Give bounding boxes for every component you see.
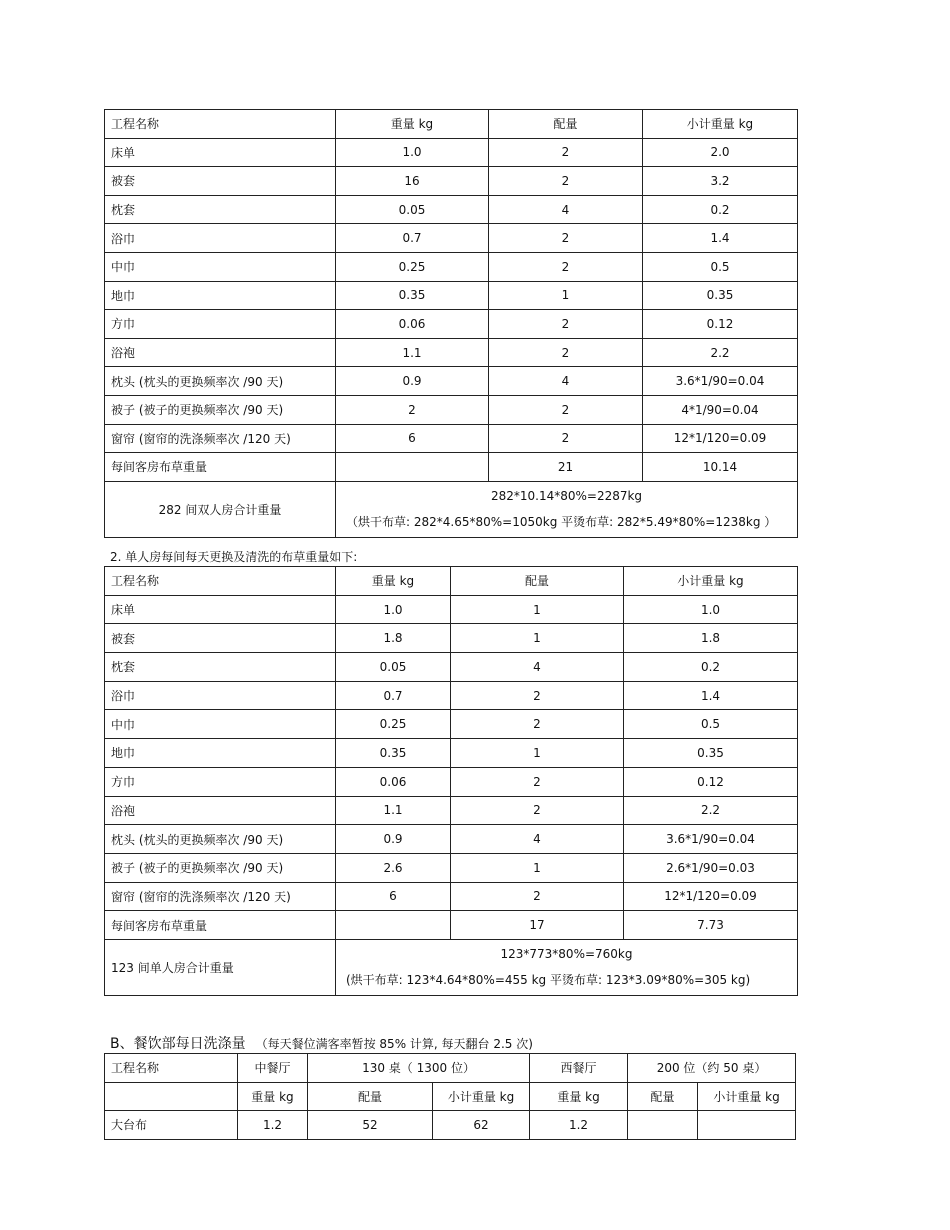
table-cell: 0.2	[643, 195, 798, 224]
header-cell: 重量 kg	[336, 567, 451, 596]
table-subheader-row	[105, 1082, 796, 1111]
table-cell: 浴袍	[105, 338, 336, 367]
section-b-title: B、餐饮部每日洗涤量	[110, 1036, 246, 1052]
table-cell: 被子 (被子的更换频率次 /90 天)	[105, 395, 336, 424]
table-cell: 7.73	[624, 911, 798, 940]
table-row	[105, 767, 798, 796]
table-cell: 1.0	[336, 595, 451, 624]
table-cell: 窗帘 (窗帘的洗涤频率次 /120 天)	[105, 424, 336, 453]
table-cell: 12*1/120=0.09	[643, 424, 798, 453]
table-cell: 10.14	[643, 453, 798, 482]
table-cell: 1.2	[530, 1111, 628, 1140]
table-cell: 浴巾	[105, 224, 336, 253]
header-cell: 小计重量 kg	[643, 110, 798, 139]
table-cell: 1.0	[624, 595, 798, 624]
header-cell: 重量 kg	[530, 1082, 628, 1111]
table-cell: 被套	[105, 624, 336, 653]
table-cell: 0.35	[336, 739, 451, 768]
table-cell: 0.35	[336, 281, 489, 310]
table-row	[105, 739, 798, 768]
table-cell: 2.2	[624, 796, 798, 825]
total-formula: 282*10.14*80%=2287kg	[490, 489, 643, 504]
table-cell: 枕套	[105, 653, 336, 682]
table-cell: 62	[433, 1111, 530, 1140]
header-cell: 配量	[451, 567, 624, 596]
header-cell: 西餐厅	[530, 1054, 628, 1083]
table-header-row	[105, 1054, 796, 1083]
table-cell: 1.8	[624, 624, 798, 653]
table-cell: 2	[489, 252, 643, 281]
table-cell: 2	[451, 796, 624, 825]
table-cell: 1	[451, 624, 624, 653]
table-row	[105, 653, 798, 682]
table-cell: 2	[489, 224, 643, 253]
table-cell: 0.35	[624, 739, 798, 768]
table-cell: 0.12	[624, 767, 798, 796]
total-breakdown: (烘干布草: 123*4.64*80%=455 kg 平烫布草: 123*3.09*80%=305 kg)	[346, 973, 751, 988]
table-row	[105, 595, 798, 624]
table-row	[105, 882, 798, 911]
table-row	[105, 281, 798, 310]
header-cell: 小计重量 kg	[433, 1082, 530, 1111]
table-cell: 2	[489, 138, 643, 167]
table-cell: 中巾	[105, 710, 336, 739]
table-cell: 4	[489, 195, 643, 224]
table-cell: 4*1/90=0.04	[643, 395, 798, 424]
table-cell: 0.7	[336, 224, 489, 253]
table-cell: 被套	[105, 167, 336, 196]
table-cell: 2.0	[643, 138, 798, 167]
table-cell: 0.06	[336, 310, 489, 339]
section-b-subtitle: （每天餐位满客率暂按 85% 计算, 每天翻台 2.5 次)	[255, 1037, 533, 1051]
table-cell: 被子 (被子的更换频率次 /90 天)	[105, 853, 336, 882]
table-cell: 6	[336, 882, 451, 911]
table-cell: 2	[451, 710, 624, 739]
total-breakdown: （烘干布草: 282*4.65*80%=1050kg 平烫布草: 282*5.49*80%=1238kg ）	[346, 515, 777, 530]
table-cell: 4	[489, 367, 643, 396]
table-cell: 2	[451, 681, 624, 710]
total-row	[105, 481, 798, 537]
table-cell: 2	[489, 424, 643, 453]
table-cell: 床单	[105, 595, 336, 624]
table-cell: 0.7	[336, 681, 451, 710]
table-cell: 大台布	[105, 1111, 238, 1140]
table-cell: 枕套	[105, 195, 336, 224]
table-row	[105, 681, 798, 710]
table-cell: 0.5	[624, 710, 798, 739]
table-cell: 1.2	[238, 1111, 308, 1140]
header-cell: 工程名称	[105, 110, 336, 139]
header-cell: 配量	[489, 110, 643, 139]
table-cell: 0.2	[624, 653, 798, 682]
table-row	[105, 1111, 796, 1140]
table-cell: 2	[489, 310, 643, 339]
table-row	[105, 911, 798, 940]
double-room-linen-table	[104, 109, 798, 538]
table-cell: 17	[451, 911, 624, 940]
table-cell: 0.35	[643, 281, 798, 310]
table-cell: 2.6*1/90=0.03	[624, 853, 798, 882]
table-cell: 0.12	[643, 310, 798, 339]
table-row	[105, 367, 798, 396]
table-row	[105, 224, 798, 253]
table-cell: 1	[451, 853, 624, 882]
table-cell: 1.1	[336, 338, 489, 367]
table-row	[105, 424, 798, 453]
table-cell: 0.25	[336, 710, 451, 739]
table-cell: 2	[489, 167, 643, 196]
table-cell: 1.0	[336, 138, 489, 167]
header-cell: 重量 kg	[238, 1082, 308, 1111]
table-cell: 3.2	[643, 167, 798, 196]
table-cell: 2	[489, 395, 643, 424]
table-cell: 枕头 (枕头的更换频率次 /90 天)	[105, 825, 336, 854]
table-row	[105, 853, 798, 882]
table-cell: 2	[489, 338, 643, 367]
header-cell: 配量	[308, 1082, 433, 1111]
table-cell: 16	[336, 167, 489, 196]
table-cell: 2.2	[643, 338, 798, 367]
table-cell: 0.06	[336, 767, 451, 796]
table-cell: 2.6	[336, 853, 451, 882]
header-cell: 小计重量 kg	[624, 567, 798, 596]
header-cell	[105, 1082, 238, 1111]
header-cell: 配量	[628, 1082, 698, 1111]
single-room-heading: 2. 单人房每间每天更换及清洗的布草重量如下:	[110, 550, 358, 564]
table-cell: 每间客房布草重量	[105, 453, 336, 482]
table-cell: 中巾	[105, 252, 336, 281]
table-header-row	[105, 567, 798, 596]
table-row	[105, 338, 798, 367]
total-formula-cell	[336, 481, 798, 537]
total-label: 123 间单人房合计重量	[105, 939, 336, 995]
table-row	[105, 252, 798, 281]
table-cell: 52	[308, 1111, 433, 1140]
table-cell: 浴袍	[105, 796, 336, 825]
table-cell: 方巾	[105, 767, 336, 796]
header-cell: 200 位（约 50 桌）	[628, 1054, 796, 1083]
table-cell: 4	[451, 653, 624, 682]
header-cell: 小计重量 kg	[698, 1082, 796, 1111]
table-row	[105, 624, 798, 653]
table-header-row	[105, 110, 798, 139]
table-cell: 床单	[105, 138, 336, 167]
table-cell	[628, 1111, 698, 1140]
header-cell: 130 桌（ 1300 位）	[308, 1054, 530, 1083]
table-row	[105, 138, 798, 167]
total-formula: 123*773*80%=760kg	[500, 947, 633, 962]
header-cell: 工程名称	[105, 1054, 238, 1083]
header-cell: 重量 kg	[336, 110, 489, 139]
total-row	[105, 939, 798, 995]
table-row	[105, 310, 798, 339]
table-cell: 枕头 (枕头的更换频率次 /90 天)	[105, 367, 336, 396]
table-cell: 方巾	[105, 310, 336, 339]
total-label: 282 间双人房合计重量	[105, 481, 336, 537]
table-cell: 每间客房布草重量	[105, 911, 336, 940]
table-cell: 0.9	[336, 825, 451, 854]
table-cell: 3.6*1/90=0.04	[643, 367, 798, 396]
table-row	[105, 395, 798, 424]
table-cell: 1	[451, 739, 624, 768]
table-cell	[336, 911, 451, 940]
table-cell: 窗帘 (窗帘的洗涤频率次 /120 天)	[105, 882, 336, 911]
table-row	[105, 195, 798, 224]
table-cell: 浴巾	[105, 681, 336, 710]
table-cell: 4	[451, 825, 624, 854]
table-row	[105, 796, 798, 825]
header-cell: 中餐厅	[238, 1054, 308, 1083]
table-row	[105, 710, 798, 739]
table-cell	[336, 453, 489, 482]
table-cell: 1.4	[624, 681, 798, 710]
table-row	[105, 167, 798, 196]
table-cell: 12*1/120=0.09	[624, 882, 798, 911]
table-row	[105, 825, 798, 854]
table-cell: 0.05	[336, 653, 451, 682]
table-cell: 地巾	[105, 281, 336, 310]
table-cell: 1	[451, 595, 624, 624]
table-cell: 3.6*1/90=0.04	[624, 825, 798, 854]
section-b-heading	[110, 1033, 533, 1053]
table-cell: 21	[489, 453, 643, 482]
table-cell	[698, 1111, 796, 1140]
table-cell: 6	[336, 424, 489, 453]
table-cell: 0.5	[643, 252, 798, 281]
table-cell: 2	[336, 395, 489, 424]
table-cell: 1.1	[336, 796, 451, 825]
table-cell: 1.8	[336, 624, 451, 653]
table-cell: 0.25	[336, 252, 489, 281]
table-cell: 2	[451, 767, 624, 796]
table-row	[105, 453, 798, 482]
header-cell: 工程名称	[105, 567, 336, 596]
table-cell: 地巾	[105, 739, 336, 768]
total-formula-cell	[336, 939, 798, 995]
restaurant-linen-table	[104, 1053, 796, 1140]
table-cell: 2	[451, 882, 624, 911]
table-cell: 1	[489, 281, 643, 310]
table-cell: 0.05	[336, 195, 489, 224]
table-cell: 0.9	[336, 367, 489, 396]
single-room-linen-table	[104, 566, 798, 996]
table-cell: 1.4	[643, 224, 798, 253]
